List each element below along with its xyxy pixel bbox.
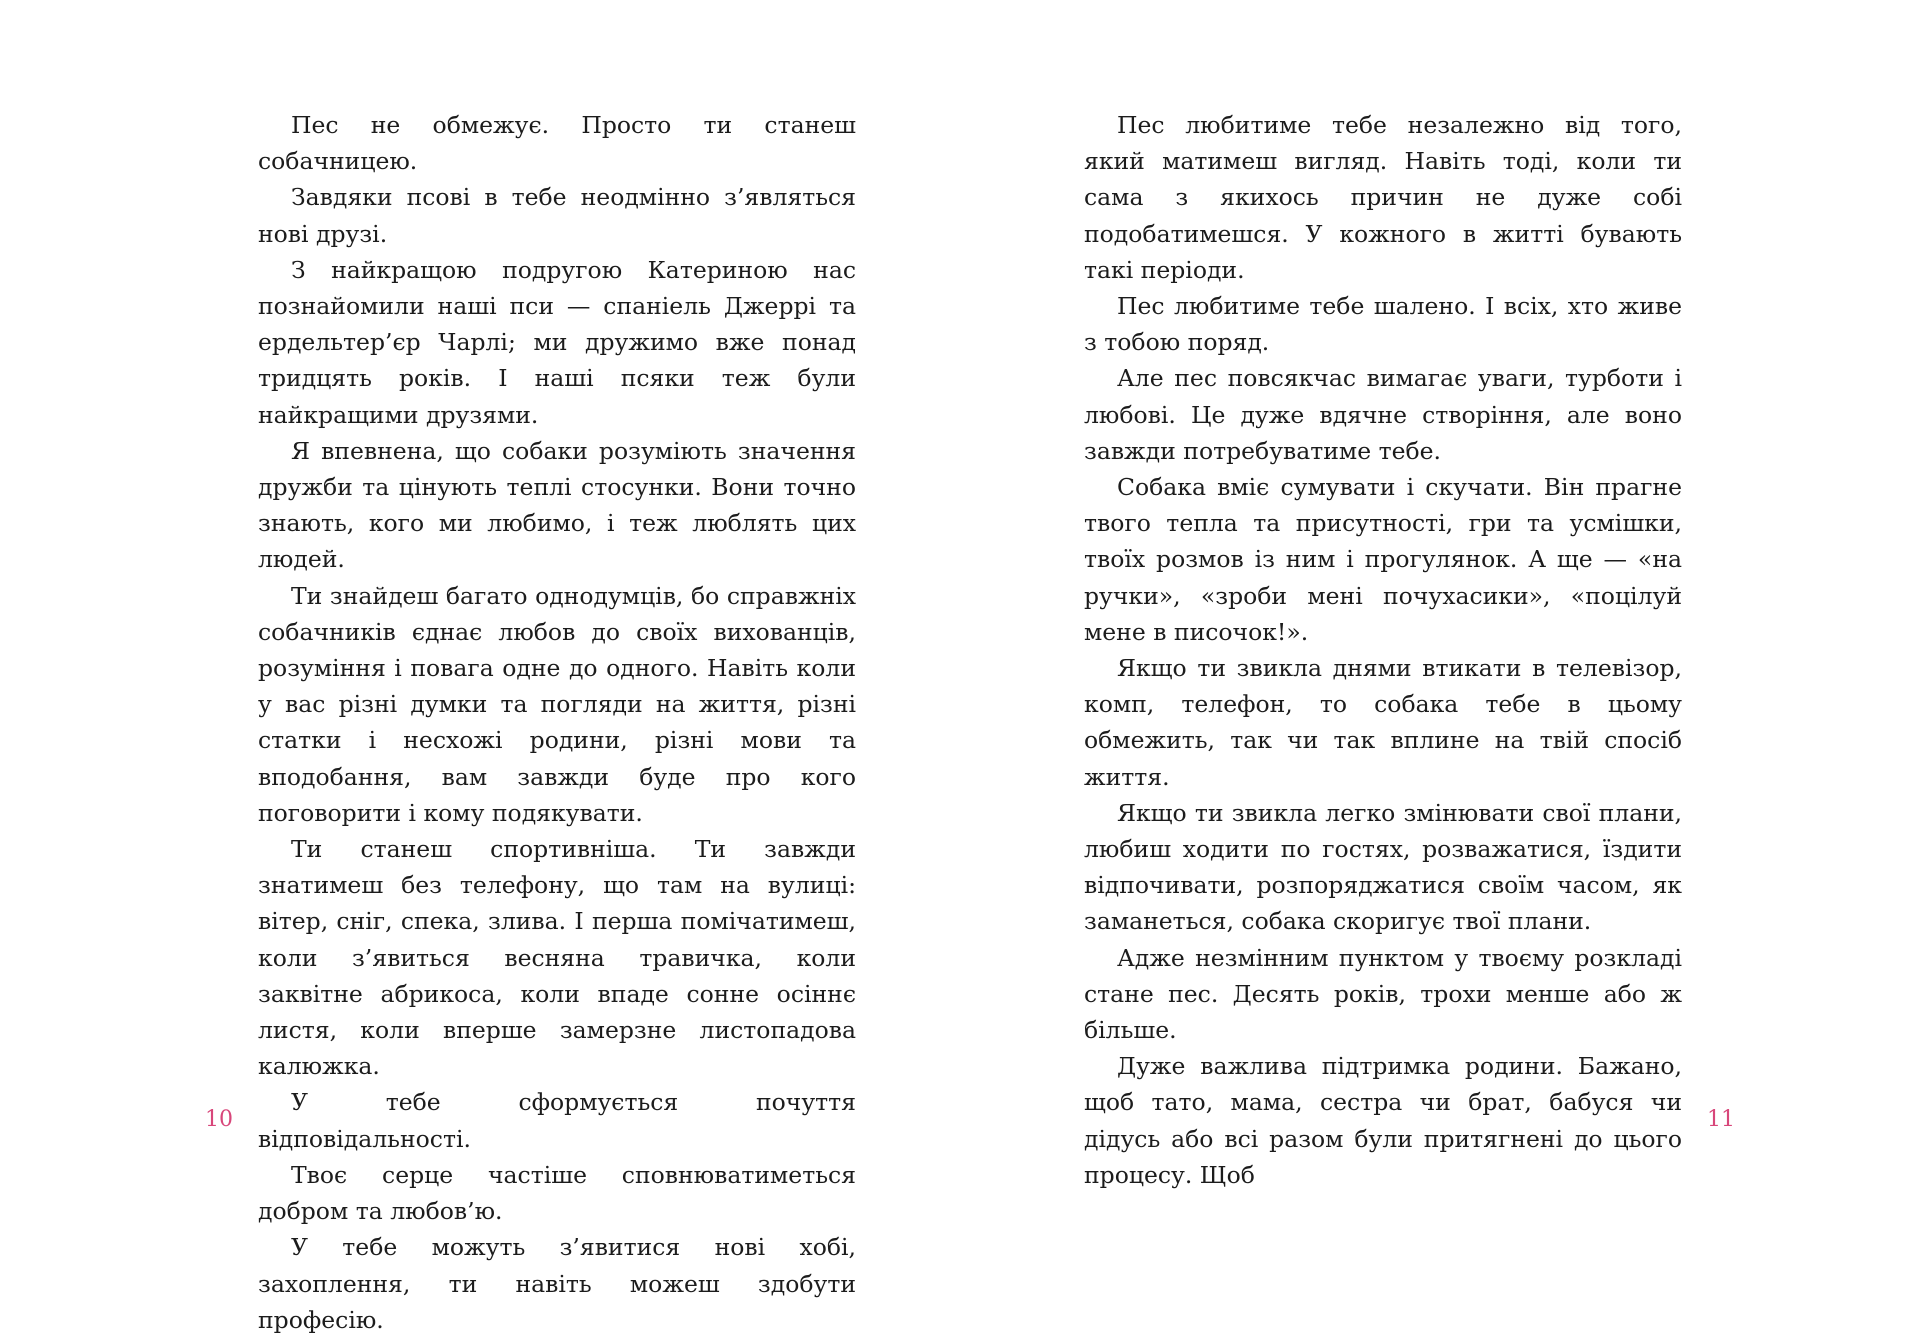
paragraph: Адже незмінним пунктом у твоєму розкладі стане пес. Десять років, трохи менше або ж більше. [1084,943,1682,1045]
paragraph: Ти станеш спортивніша. Ти завжди знатимеш без телефону, що там на вулиці: вітер, сніг, спека, злива. І перша помічатимеш, коли з’явиться весняна травичка, коли заквітне абрикоса, коли впаде сонне осіннє листя, коли вперше замерзне листопадова калюжка. [258,835,856,1081]
paragraph: Пес любитиме тебе шалено. І всіх, хто живе з тобою поряд. [1084,292,1682,357]
paragraph: Якщо ти звикла днями втикати в телевізор, комп, телефон, то собака тебе в цьому обмежить, так чи так вплине на твій спосіб життя. [1084,654,1682,791]
paragraph: З найкращою подругою Катериною нас познайомили наші пси — спаніель Джеррі та ердельтер’єр Чарлі; ми дружимо вже понад тридцять років. І наші псяки теж були найкращими друзями. [258,255,856,429]
paragraph: Твоє серце частіше сповнюватиметься добром та любов’ю. [258,1160,856,1226]
paragraph: Але пес повсякчас вимагає уваги, турботи і любові. Це дуже вдячне створіння, але воно завжди потребуватиме тебе. [1084,364,1682,465]
paragraph: Пес любитиме тебе незалежно від того, який матимеш вигляд. Навіть тоді, коли ти сама з якихось причин не дуже собі подобатимешся. У кожного в житті бувають такі періоди. [1084,111,1682,284]
paragraph: У тебе можуть з’явитися нові хобі, захоплення, ти навіть можеш здобути професію. [258,1233,856,1334]
paragraph: Пес не обмежує. Просто ти станеш собачницею. [258,111,856,176]
left-page [0,0,960,1334]
paragraph: Я впевнена, що собаки розуміють значення дружби та цінують теплі стосунки. Вони точно знають, кого ми любимо, і теж люблять цих людей. [258,436,856,574]
page-number-right: 11 [1707,1107,1735,1132]
paragraph: Дуже важлива підтримка родини. Бажано, щоб тато, мама, сестра чи брат, бабуся чи дідусь або всі разом були притягнені до цього процесу. Щоб [1084,1052,1682,1189]
paragraph: У тебе сформується почуття відповідальності. [258,1088,856,1153]
right-page [960,0,1920,1214]
page-number-left: 10 [205,1107,233,1132]
right-page-text [1084,107,1682,1193]
left-page-text [258,107,856,1338]
paragraph: Ти знайдеш багато однодумців, бо справжніх собачників єднає любов до своїх вихованців, розуміння і повага одне до одного. Навіть коли у вас різні думки та погляди на життя, різні статки і несхожі родини, різні мови та вподобання, вам завжди буде про кого поговорити і кому подякувати. [258,581,856,827]
paragraph: Собака вміє сумувати і скучати. Він прагне твого тепла та присутності, гри та усмішки, твоїх розмов із ним і прогулянок. А ще — «на ручки», «зроби мені почухасики», «поцілуй мене в писочок!». [1084,473,1682,646]
paragraph: Завдяки псові в тебе неодмінно з’являться нові друзі. [258,183,856,248]
paragraph: Якщо ти звикла легко змінювати свої плани, любиш ходити по гостях, розважатися, їздити відпочивати, розпоряджатися своїм часом, як заманеться, собака скоригує твої плани. [1084,798,1682,936]
